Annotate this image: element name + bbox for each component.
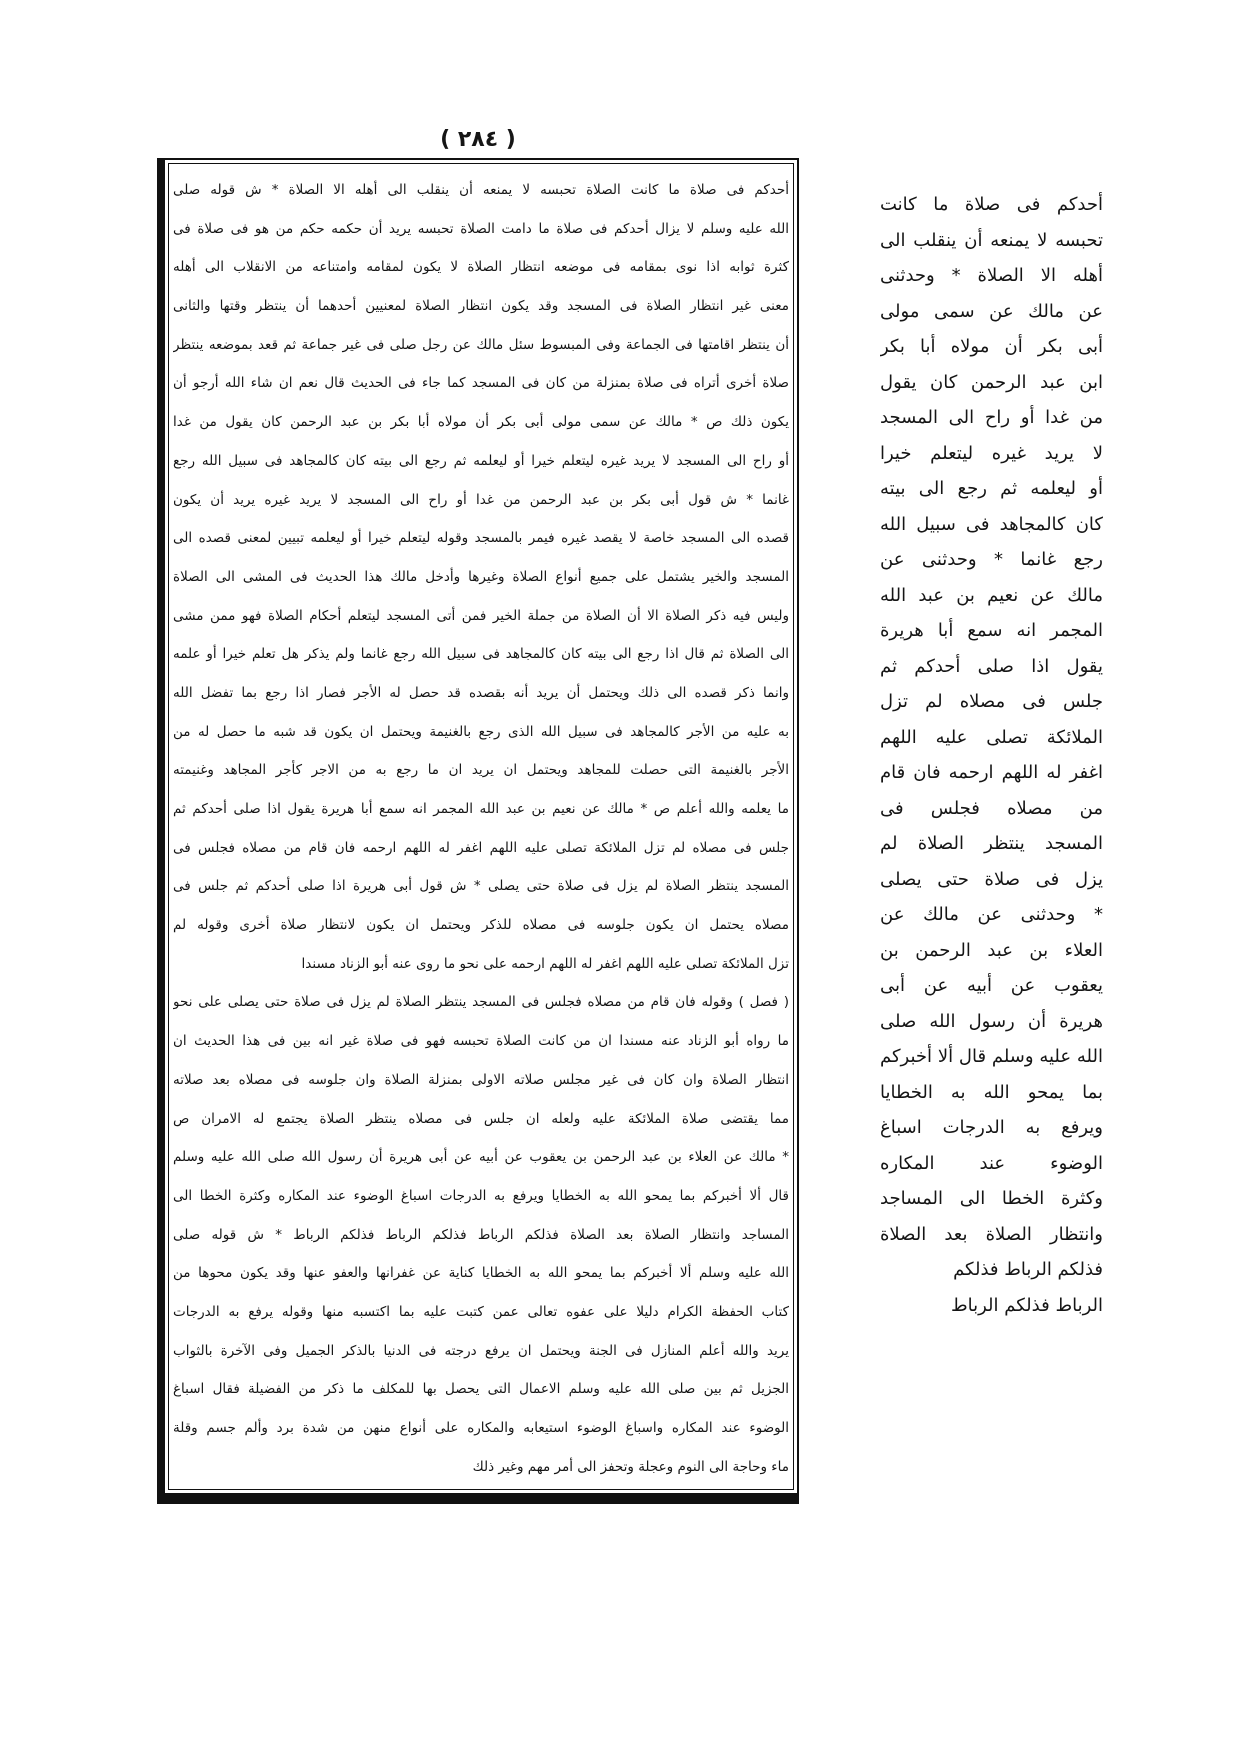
- margin-line: ابن عبد الرحمن كان يقول: [880, 371, 1103, 393]
- commentary-line: ما رواه أبو الزناد عنه مسندا ان من كانت الصلاة تحبسه فهو فى صلاة غير انه بين فى هذا الحديث ان: [173, 1033, 789, 1050]
- margin-line: تحبسه لا يمنعه أن ينقلب الى: [880, 229, 1103, 251]
- margin-line: وكثرة الخطا الى المساجد: [880, 1188, 1103, 1209]
- commentary-line: ( فصل ) وقوله فان قام من مصلاه فجلس فى المسجد ينتظر الصلاة لم يزل فى صلاة حتى يصلى على نحو: [173, 994, 789, 1011]
- margin-line: الرباط فذلكم الرباط: [950, 1294, 1103, 1316]
- margin-line: * وحدثنى عن مالك عن: [880, 904, 1103, 925]
- margin-line: المسجد ينتظر الصلاة لم: [880, 833, 1103, 854]
- margin-line: المجمر انه سمع أبا هريرة: [880, 620, 1103, 641]
- commentary-line: الوضوء عند المكاره واسباغ الوضوء استيعابه والمكاره على أنواع منهن من شدة برد وألم جسم وقلة: [173, 1420, 789, 1436]
- margin-line: اغفر له اللهم ارحمه فان قام: [880, 762, 1103, 783]
- margin-line: يقول اذا صلى أحدكم ثم: [880, 655, 1103, 677]
- margin-line: جلس فى مصلاه لم تزل: [880, 691, 1103, 712]
- commentary-line: المساجد وانتظار الصلاة بعد الصلاة فذلكم الرباط فذلكم الرباط فذلكم الرباط * ش قوله صلى: [173, 1226, 789, 1243]
- commentary-line: الله عليه وسلم لا يزال أحدكم فى صلاة ما دامت الصلاة تحبسه يريد أن حكمه حكم من هو فى صلاة فى: [173, 220, 789, 237]
- margin-line: الملائكة تصلى عليه اللهم: [880, 726, 1103, 748]
- commentary-line: انتظار الصلاة وان كان فى غير مجلس صلاته الاولى بمنزلة الصلاة وان جلوسه فى مصلاه بعد صلاته: [173, 1071, 789, 1088]
- commentary-line: مصلاه يحتمل ان يكون جلوسه فى مصلاه للذكر ويحتمل ان يكون لانتظار صلاة أخرى وقوله لم: [173, 917, 789, 934]
- commentary-line: قصده الى المسجد خاصة لا يقصد غيره فيمر بالمسجد وقوله ليتعلم خيرا أو ليعلمه تبيين لمعنى قصده الى: [173, 530, 789, 547]
- margin-line: أو ليعلمه ثم رجع الى بيته: [880, 478, 1103, 499]
- commentary-line: ماء وحاجة الى النوم وعجلة وتحفز الى أمر مهم وغير ذلك: [472, 1458, 789, 1475]
- margin-line: الله عليه وسلم قال ألا أخبركم: [880, 1046, 1103, 1067]
- margin-line: العلاء بن عبد الرحمن بن: [880, 939, 1103, 961]
- page-number: ( ٢٨٤ ): [440, 127, 516, 152]
- margin-line: الوضوء عند المكاره: [880, 1152, 1103, 1174]
- margin-column: [880, 187, 1103, 1323]
- commentary-line: وانما ذكر قصده الى ذلك ويحتمل أن يريد أنه بقصده قد حصل له الأجر فصار اذا رجع بما تفضل الله: [173, 684, 789, 701]
- commentary-line: * مالك عن العلاء بن عبد الرحمن بن يعقوب عن أبيه عن أبى هريرة أن رسول الله صلى الله عليه وسلم: [173, 1149, 789, 1166]
- commentary-line: معنى غير انتظار الصلاة فى المسجد وقد يكون انتظار الصلاة لمعنيين أحدهما أن ينتظر وقتها والثانى: [173, 298, 789, 315]
- margin-line: أبى بكر أن مولاه أبا بكر: [880, 336, 1103, 357]
- commentary-line: به عليه من الأجر كالمجاهد فى سبيل الله الذى رجع بالغنيمة ويحتمل ان يكون قد شبه ما حصل له من: [173, 723, 789, 740]
- commentary-line: أن ينتظر اقامتها فى الجماعة وفى المبسوط سئل مالك عن رجل صلى فى غير جماعة ثم قعد بموضعه ينتظر: [173, 336, 789, 353]
- margin-line: أهله الا الصلاة * وحدثنى: [880, 265, 1103, 286]
- commentary-line: أو راح الى المسجد لا يريد غيره ليتعلم خيرا أو ليعلمه ثم رجع الى بيته كان كالمجاهد فى سبيل الله رجع: [173, 452, 789, 469]
- margin-line: ويرفع به الدرجات اسباغ: [880, 1117, 1103, 1138]
- margin-line: رجع غانما * وحدثنى عن: [880, 549, 1103, 570]
- margin-line: مالك عن نعيم بن عبد الله: [880, 584, 1103, 606]
- margin-line: يعقوب عن أبيه عن أبى: [880, 975, 1103, 996]
- margin-line: هريرة أن رسول الله صلى: [880, 1010, 1103, 1032]
- commentary-text-block: [173, 171, 789, 1486]
- margin-line: بما يمحو الله به الخطايا: [880, 1081, 1103, 1103]
- commentary-line: وليس فيه ذكر الصلاة الا أن الصلاة من جملة الخير فمن أتى المسجد ليتعلم أحكام الصلاة فهو ممن مشى: [173, 607, 789, 624]
- margin-line: كان كالمجاهد فى سبيل الله: [880, 513, 1103, 535]
- margin-line: فذلكم الرباط فذلكم: [953, 1259, 1103, 1280]
- commentary-line: الله عليه وسلم ألا أخبركم بما يمحو الله به الخطايا كناية عن غفرانها والعفو عنها وقد يكون محوها من: [173, 1265, 789, 1282]
- margin-line: يزل فى صلاة حتى يصلى: [880, 868, 1103, 890]
- margin-line: من مصلاه فجلس فى: [880, 797, 1103, 819]
- commentary-line: المسجد ينتظر الصلاة لم يزل فى صلاة حتى يصلى * ش قول أبى هريرة اذا صلى أحدكم ثم جلس فى: [173, 878, 789, 895]
- commentary-line: غانما * ش قول أبى بكر بن عبد الرحمن من غدا أو راح الى المسجد لا يريد غيره يريد أن يكون: [173, 491, 789, 508]
- commentary-line: مما يقتضى صلاة الملائكة عليه ولعله ان جلس فى مصلاه ينتظر الصلاة يجتمع له الامران ص: [173, 1110, 789, 1127]
- commentary-line: ما يعلمه والله أعلم ص * مالك عن نعيم بن عبد الله المجمر انه سمع أبا هريرة يقول اذا صلى أحدكم ثم: [173, 801, 789, 817]
- commentary-line: تزل الملائكة تصلى عليه اللهم اغفر له اللهم ارحمه على نحو ما روى عنه أبو الزناد مسندا: [301, 955, 789, 972]
- commentary-line: أحدكم فى صلاة ما كانت الصلاة تحبسه لا يمنعه أن ينقلب الى أهله الا الصلاة * ش قوله صلى: [173, 182, 789, 198]
- margin-line: عن مالك عن سمى مولى: [880, 300, 1103, 322]
- commentary-line: الجزيل ثم بين صلى الله عليه وسلم الاعمال التى يحصل بها للمكلف ما ذكر من الفضيلة فقال اسباغ: [173, 1381, 789, 1398]
- commentary-line: قال ألا أخبركم بما يمحو الله به الخطايا ويرفع به الدرجات اسباغ الوضوء عند المكاره وكثرة الخطا الى: [173, 1187, 789, 1204]
- margin-line: من غدا أو راح الى المسجد: [880, 407, 1103, 428]
- commentary-line: كتاب الحفظة الكرام دليلا على عفوه تعالى عمن كتبت عليه بما اكتسبه منها وقوله يرفع به الدرجات: [173, 1303, 789, 1320]
- commentary-line: كثرة ثوابه اذا نوى بمقامه فى موضعه انتظار الصلاة لا يكون لمقامه وامتناعه من الانقلاب الى أهله: [173, 259, 789, 276]
- commentary-line: الى الصلاة ثم قال اذا رجع الى بيته كان كالمجاهد فى سبيل الله رجع غانما ولم يذكر هل تعلم خيرا أو علمه: [173, 646, 789, 663]
- commentary-line: المسجد والخير يشتمل على جميع أنواع الصلاة وغيرها وأدخل مالك هذا الحديث فى المشى الى الصلاة: [173, 568, 789, 585]
- commentary-line: جلس فى مصلاه لم تزل الملائكة تصلى عليه اللهم اغفر له اللهم ارحمه فان قام من مصلاه فجلس فى: [173, 839, 789, 856]
- margin-line: أحدكم فى صلاة ما كانت: [880, 194, 1103, 215]
- margin-line: لا يريد غيره ليتعلم خيرا: [880, 442, 1103, 464]
- commentary-line: الأجر بالغنيمة التى حصلت للمجاهد ويحتمل ان يريد ان ما رجع به من الاجر كأجر المجاهد وغنيمته: [173, 762, 789, 779]
- margin-line: وانتظار الصلاة بعد الصلاة: [880, 1223, 1103, 1245]
- commentary-line: يريد والله أعلم المنازل فى الجنة ويحتمل ان يرفع درجته فى الدنيا بالذكر الجميل وفى الآخرة بالثواب: [173, 1342, 789, 1359]
- commentary-line: صلاة أخرى أتراه فى صلاة بمنزلة من كان فى المسجد كما جاء فى الحديث قال نعم ان شاء الله أرجو أن: [173, 375, 789, 392]
- commentary-line: يكون ذلك ص * مالك عن سمى مولى أبى بكر أن مولاه أبا بكر بن عبد الرحمن كان يقول من غدا: [173, 414, 789, 431]
